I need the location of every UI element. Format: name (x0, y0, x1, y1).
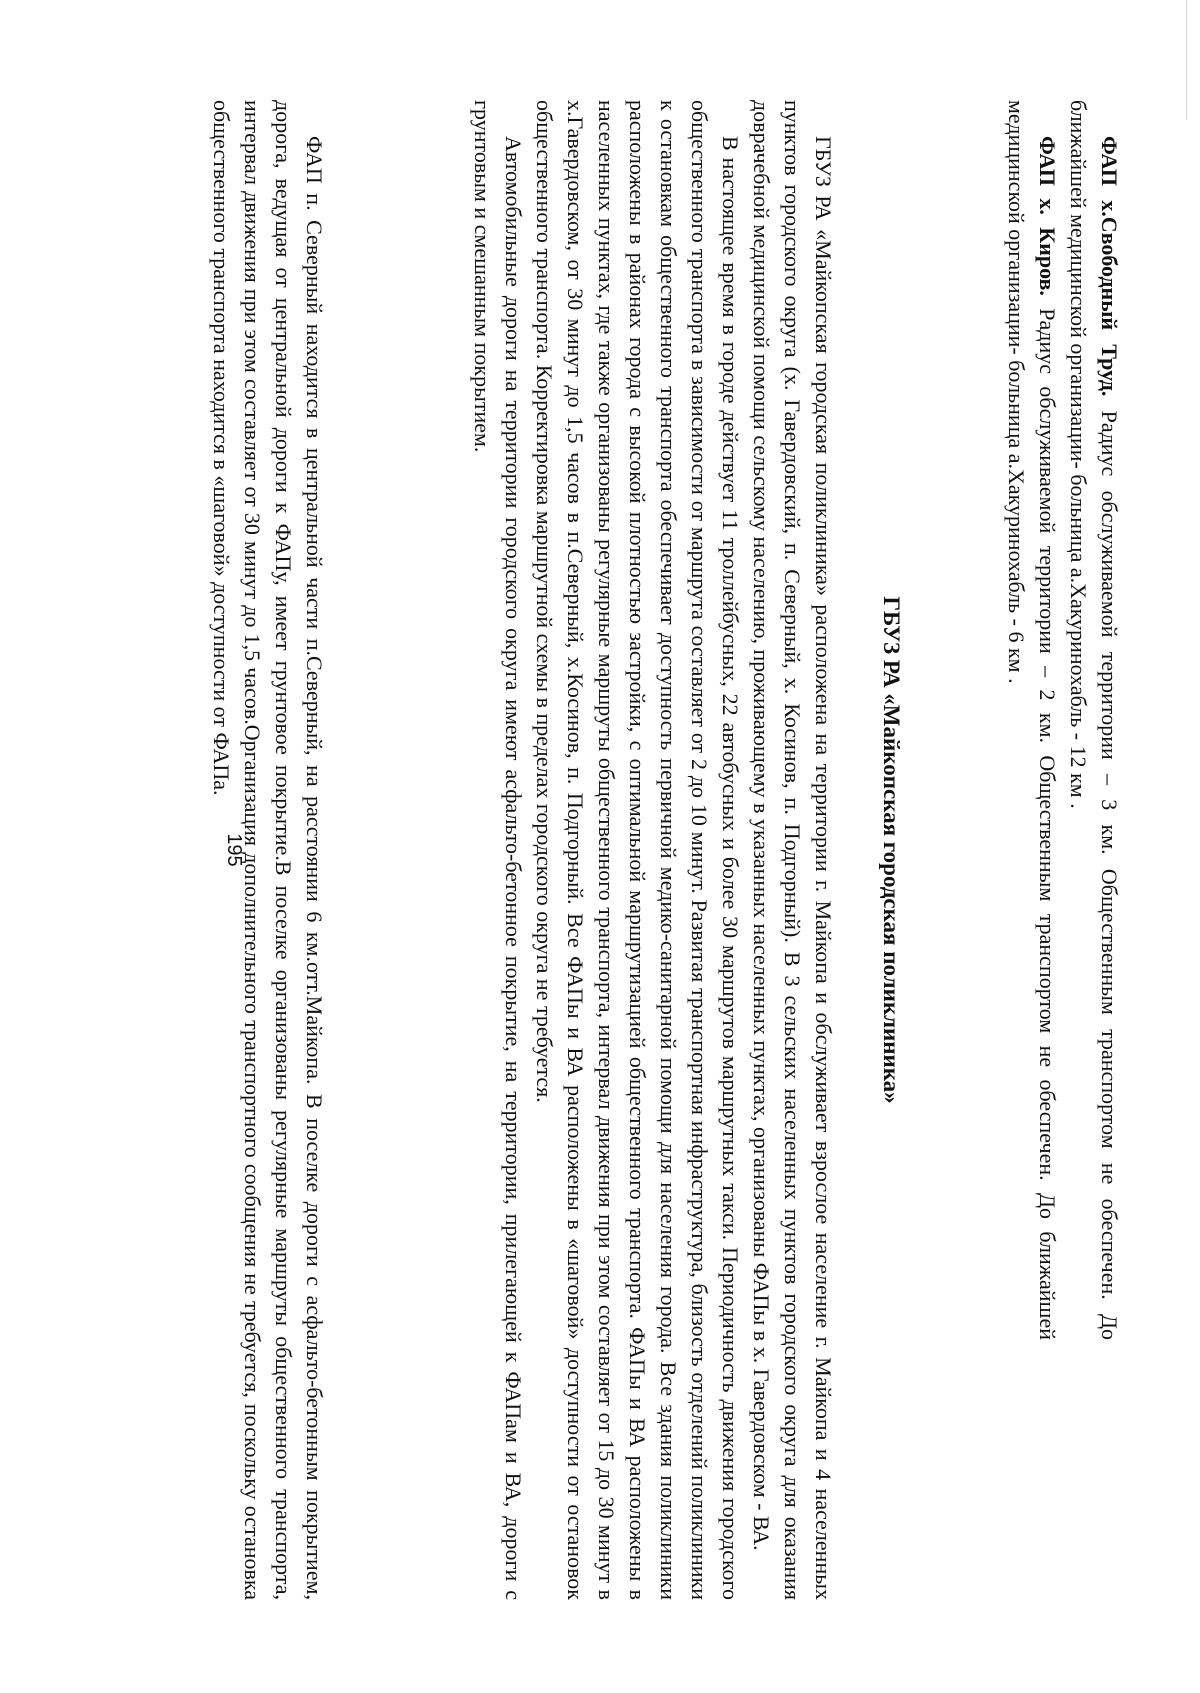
fap-svobodny-paragraph (1063, 100, 1125, 1340)
fap-kirov-heading: ФАП х. Киров. (1035, 136, 1060, 296)
page-number: 195 (223, 833, 245, 867)
paragraph-fap-severny: ФАП п. Северный находится в центральной части п.Северный, на расстоянии 6 км.отт.Майкопа. В поселке дороги с асфальто-бетонным покрытием, дорога, ведущая от центральной дороги к ФАПу, имеет грунтовое покрытие.В поселке организованы регулярные маршруты общественного транспорта, интервал движения при этом составляет от 30 минут до 1,5 часов.Организация дополнительного транспортного сообщения не требуется, поскольку остановка общественного транспорта находится в «шаговой» доступности от ФАПа. (209, 100, 327, 1600)
fap-kirov-text: Радиус обслуживаемой территории – 2 км. Общественным транспортом не обеспечен. До ближайшей медицинской организации- больница а.Хакуринохабль - 6 км . (1004, 100, 1060, 1340)
paragraph-roads: Автомобильные дороги на территории городского округа имеют асфальто-бетонное покрытие, на территории, прилегающей к ФАПам и ВА, дороги с грунтовым и смешанным покрытием. (470, 100, 526, 1600)
scan-artifact-line (1186, 0, 1187, 120)
polyclinic-description (467, 100, 839, 1600)
fap-svobodny-text: Радиус обслуживаемой территории – 3 км. Общественным транспортом не обеспечен. До ближайшей медицинской организации- больница а.Хакуринохабль - 12 км . (1066, 100, 1122, 1340)
fap-svobodny-heading: ФАП х.Свободный Труд. (1097, 136, 1122, 397)
paragraph-transport: В настоящее время в городе действует 11 троллейбусных, 22 автобусных и более 30 маршрутов маршрутных такси. Периодичность движения городского общественного транспорта в зависимости от маршрута составляет от 2 до 10 минут. Развитая транспортная инфраструктура, близость отделений поликлиники к остановкам общественного транспорта обеспечивает доступность первичной медико-санитарной помощи для населения города. Все здания поликлиники расположены в районах города с высокой плотностью застройки, с оптимальной маршрутизацией общественного транспорта. ФАПы и ВА расположены в населенных пунктах, где также организованы регулярные маршруты общественного транспорта, интервал движения при этом составляет от 15 до 30 минут в х.Гавердовском, от 30 минут до 1,5 часов в п.Северный, х.Косинов, п. Подгорный. Все ФАПы и ВА расположены в «шаговой» доступности от остановок общественного транспорта. Корректировка маршрутной схемы в пределах городского округа не требуется. (532, 100, 743, 1600)
fap-entries (1001, 100, 1125, 1340)
paragraph-intro: ГБУЗ РА «Майкопская городская поликлиника» расположена на территории г. Майкопа и обслуживает взрослое население г. Майкопа и 4 населенных пунктов городского округа (х. Гавердовский, п. Северный, х. Косинов, п. Подгорный). В 3 сельских населенных пунктов городского округа для оказания доврачебной медицинской помощи сельскому населению, проживающему в указанных населенных пунктах, организованы ФАПы в х. Гавердовском - ВА. (749, 100, 836, 1600)
fap-kirov-paragraph (1001, 100, 1063, 1340)
section-title: ГБУЗ РА «Майкопская городская поликлиника» (879, 596, 904, 1104)
rotated-content (115, 100, 1125, 1600)
